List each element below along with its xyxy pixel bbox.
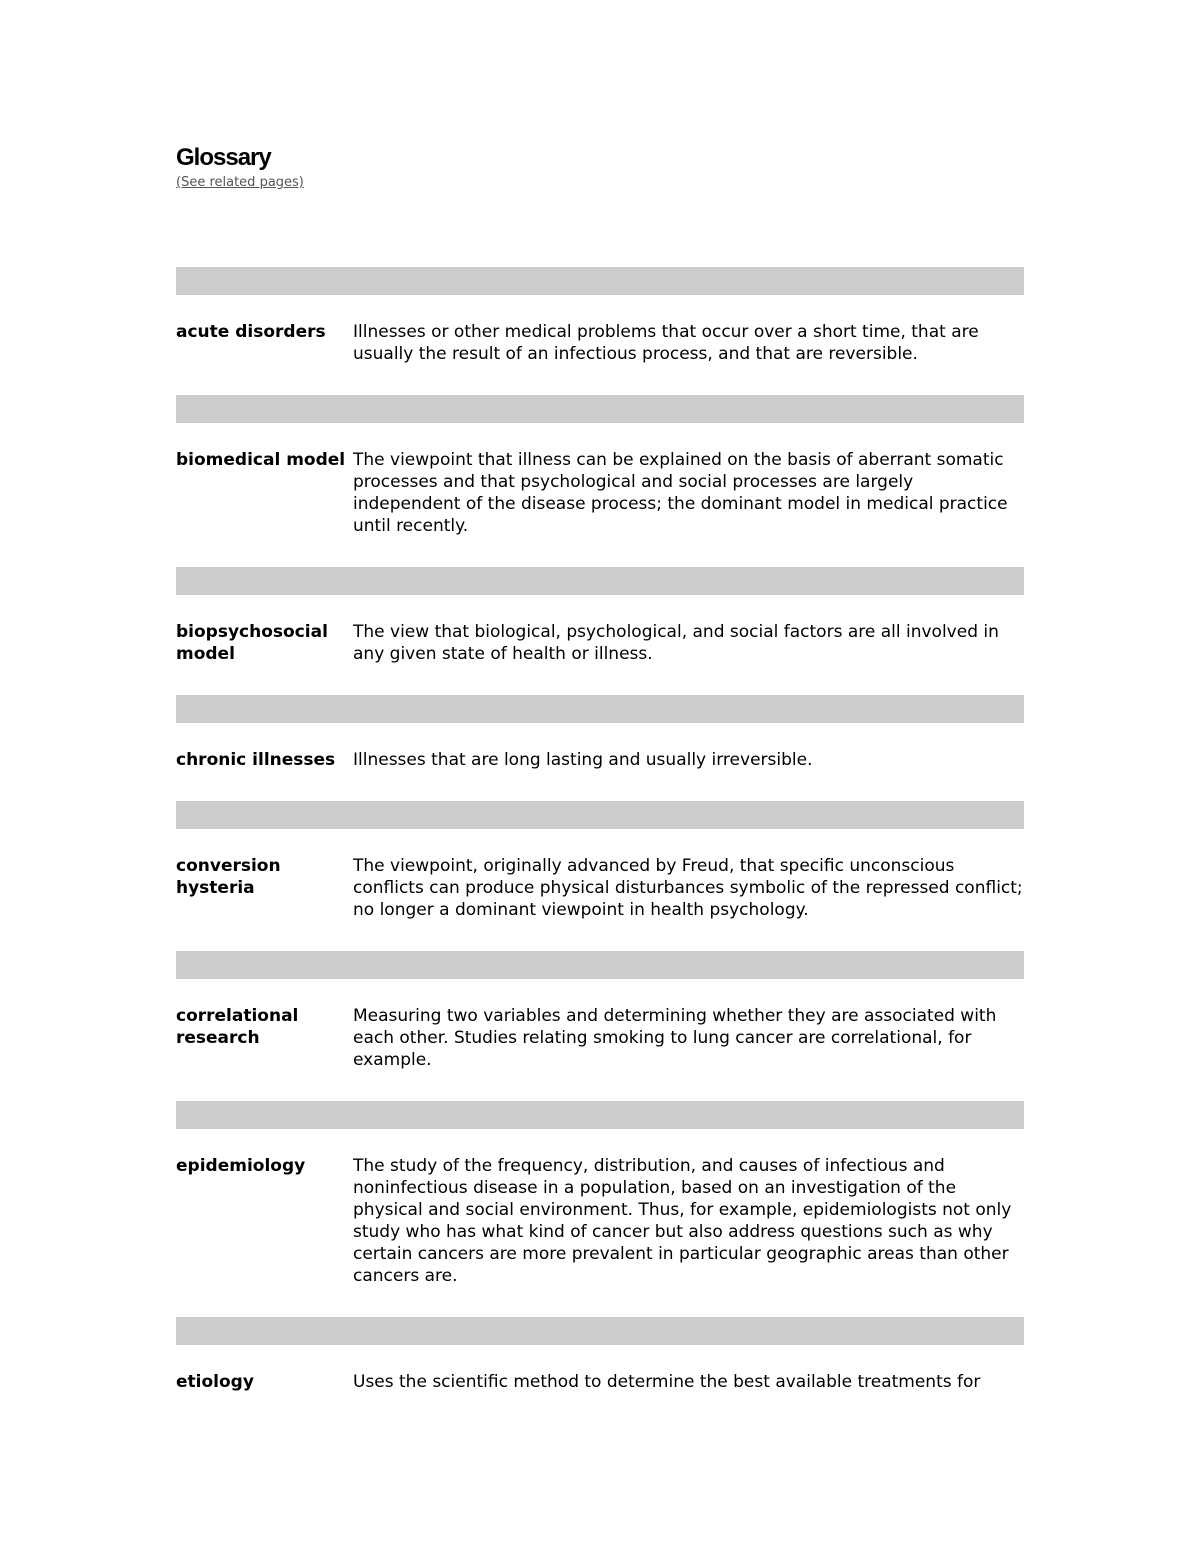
glossary-definition: The viewpoint that illness can be explained on the basis of aberrant somatic processes and that psychological and social processes are largely independent of the disease process; the dominant model in medical practice until recently. — [353, 450, 1008, 536]
glossary-definition: The view that biological, psychological, and social factors are all involved in any given state of health or illness. — [353, 622, 999, 664]
glossary-list — [176, 267, 1024, 1423]
entry-row — [176, 829, 1024, 951]
entry-divider — [176, 951, 1024, 979]
glossary-entry — [176, 695, 1024, 801]
see-related-pages-link[interactable]: (See related pages) — [176, 175, 304, 190]
entry-divider — [176, 1317, 1024, 1345]
entry-row — [176, 979, 1024, 1101]
glossary-definition: The study of the frequency, distribution, and causes of infectious and noninfectious disease in a population, based on an investigation of the physical and social environment. Thus, for example, epidemiologists not only study who has what kind of cancer but also address questions such as why certain cancers are more prevalent in particular geographic areas than other cancers are. — [353, 1156, 1012, 1286]
entry-divider — [176, 267, 1024, 295]
entry-row — [176, 1345, 1024, 1423]
glossary-term: correlational research — [176, 1006, 299, 1048]
glossary-definition: The viewpoint, originally advanced by Freud, that specific unconscious conflicts can produce physical disturbances symbolic of the repressed conflict; no longer a dominant viewpoint in health psychology. — [353, 856, 1023, 920]
glossary-definition: Measuring two variables and determining whether they are associated with each other. Studies relating smoking to lung cancer are correlational, for example. — [353, 1006, 997, 1070]
entry-row — [176, 1129, 1024, 1317]
entry-divider — [176, 801, 1024, 829]
entry-divider — [176, 1101, 1024, 1129]
entry-row — [176, 595, 1024, 695]
entry-row — [176, 295, 1024, 395]
entry-divider — [176, 567, 1024, 595]
glossary-definition: Uses the scientific method to determine the best available treatments for — [353, 1372, 981, 1392]
glossary-entry — [176, 801, 1024, 951]
glossary-term: etiology — [176, 1372, 254, 1392]
entry-row — [176, 423, 1024, 567]
glossary-entry — [176, 395, 1024, 567]
glossary-entry — [176, 1101, 1024, 1317]
glossary-entry — [176, 267, 1024, 395]
glossary-term: epidemiology — [176, 1156, 306, 1176]
entry-divider — [176, 395, 1024, 423]
entry-row — [176, 723, 1024, 801]
glossary-entry — [176, 951, 1024, 1101]
glossary-definition: Illnesses or other medical problems that occur over a short time, that are usually the result of an infectious process, and that are reversible. — [353, 322, 979, 364]
page-title: Glossary — [176, 144, 271, 171]
entry-divider — [176, 695, 1024, 723]
glossary-term: conversion hysteria — [176, 856, 281, 898]
glossary-entry — [176, 567, 1024, 695]
glossary-definition: Illnesses that are long lasting and usually irreversible. — [353, 750, 813, 770]
glossary-term: biopsychosocial model — [176, 622, 328, 664]
glossary-entry — [176, 1317, 1024, 1423]
glossary-term: acute disorders — [176, 322, 326, 342]
glossary-term: chronic illnesses — [176, 750, 336, 770]
glossary-term: biomedical model — [176, 450, 346, 470]
